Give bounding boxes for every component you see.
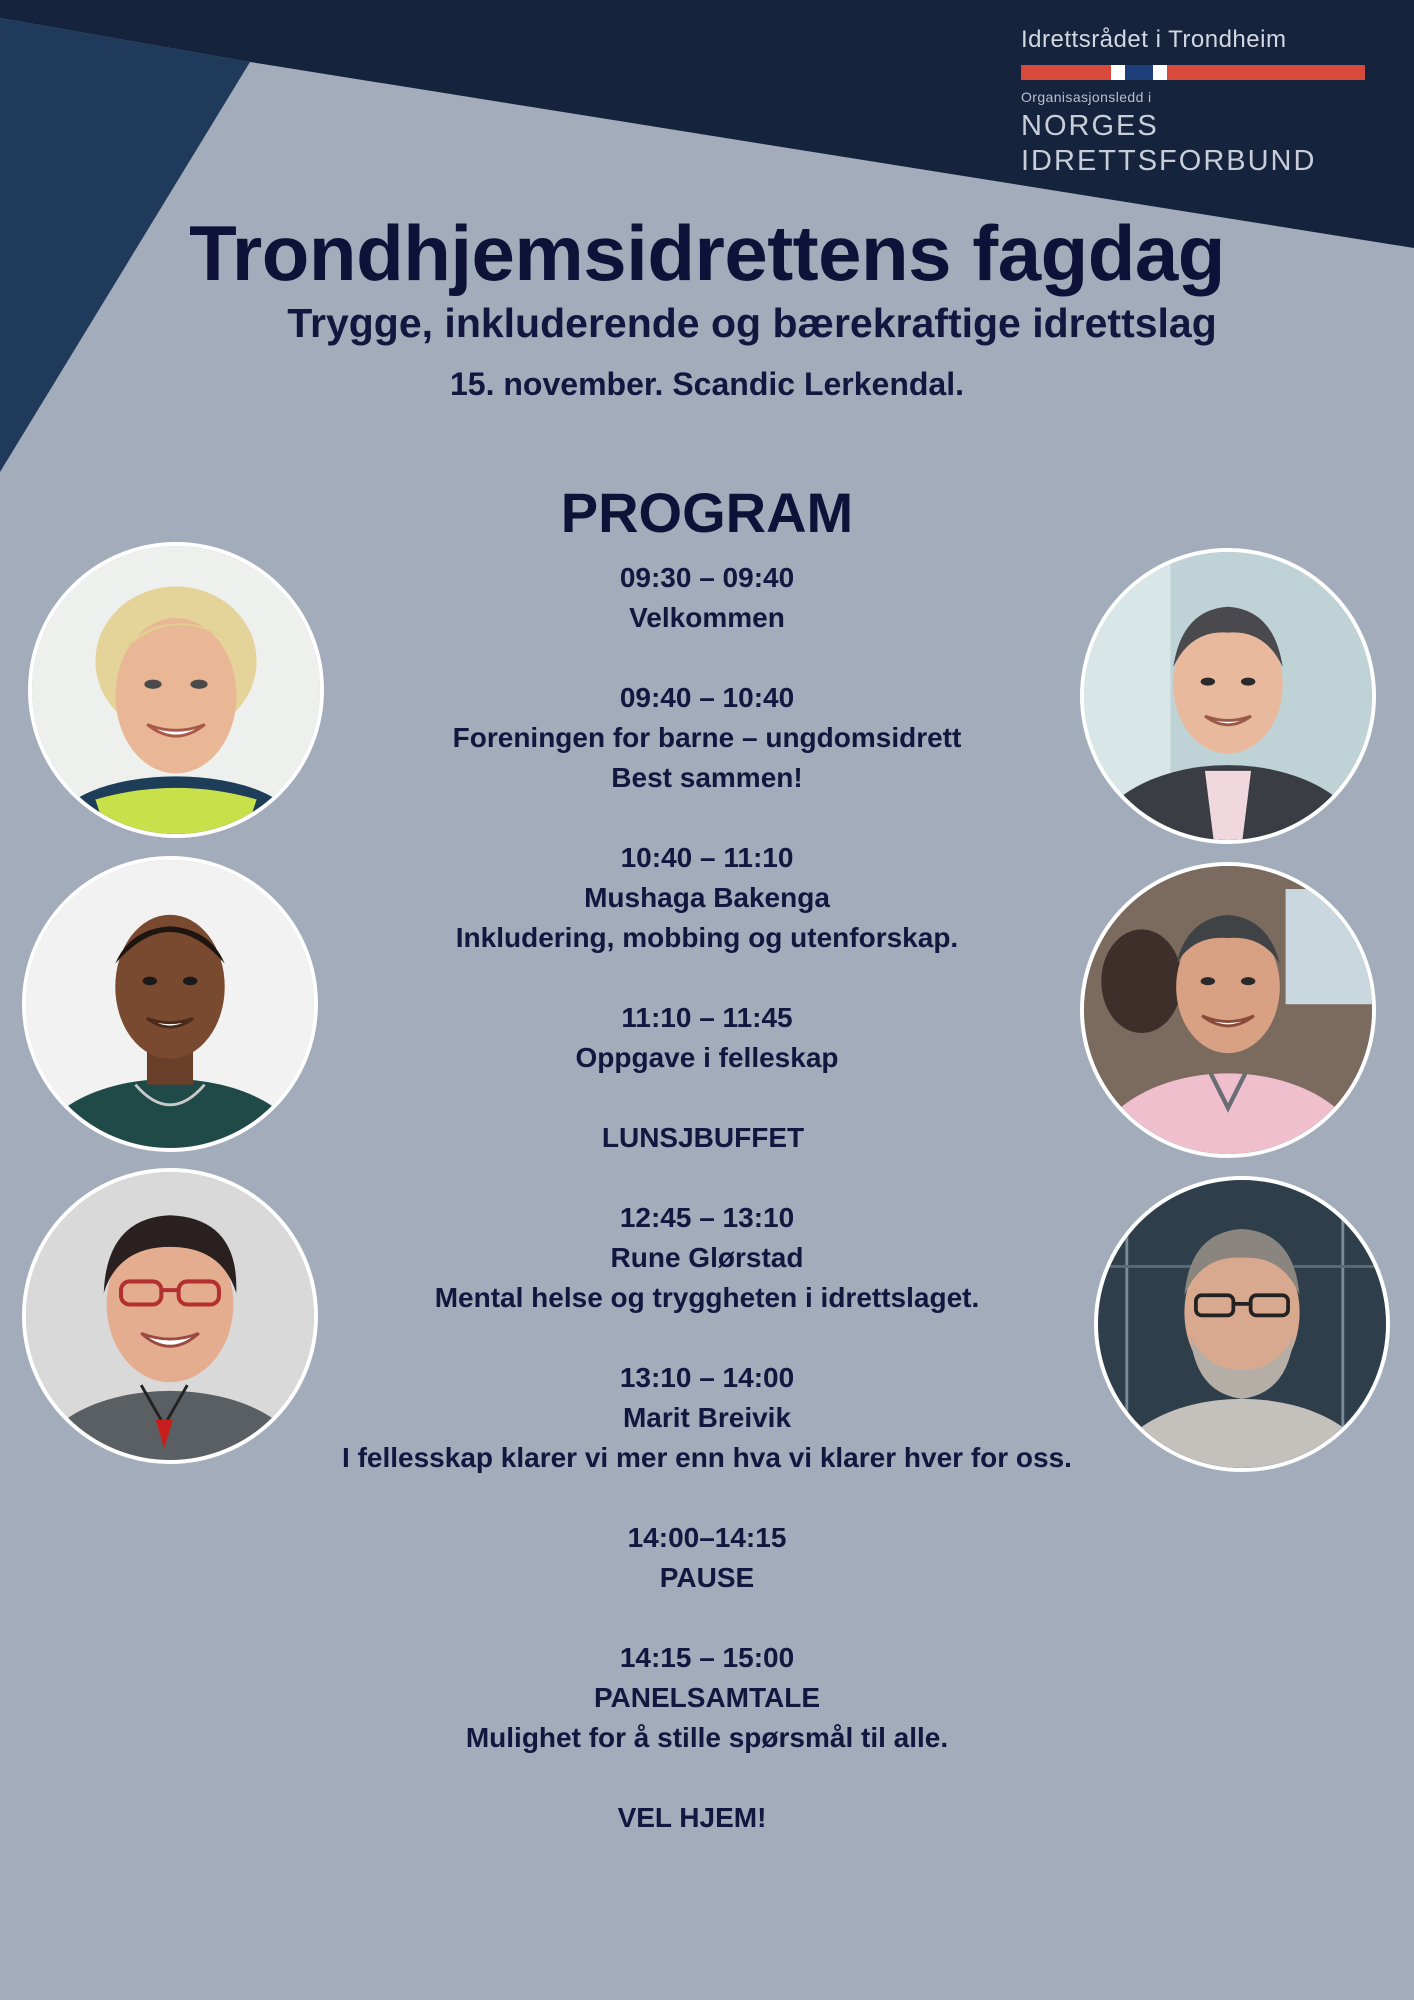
schedule-item bbox=[270, 998, 1144, 1078]
schedule-text: LUNSJBUFFET bbox=[601, 1122, 805, 1153]
schedule-time: 14:15 – 15:00 bbox=[619, 1642, 795, 1673]
organization-logo bbox=[1021, 26, 1365, 179]
schedule-item bbox=[270, 1358, 1144, 1478]
schedule-text: Inkludering, mobbing og utenforskap. bbox=[455, 922, 959, 953]
logo-small-text: Organisasjonsledd i bbox=[1021, 89, 1152, 105]
schedule-text: I fellesskap klarer vi mer enn hva vi klarer hver for oss. bbox=[342, 1442, 1072, 1473]
schedule-item bbox=[270, 678, 1144, 798]
schedule-speaker: Rune Glørstad bbox=[610, 1242, 804, 1273]
schedule-time: 09:40 – 10:40 bbox=[619, 682, 795, 713]
portrait-woman-blonde bbox=[32, 546, 320, 834]
schedule-item bbox=[270, 1118, 1144, 1158]
speaker-photo-right-3 bbox=[1094, 1176, 1390, 1472]
program-heading: PROGRAM bbox=[560, 481, 854, 544]
schedule-text: VEL HJEM! bbox=[617, 1802, 767, 1833]
speaker-photo-left-1 bbox=[28, 542, 324, 838]
schedule-time: 14:00–14:15 bbox=[627, 1522, 787, 1553]
schedule-item bbox=[270, 558, 1144, 638]
speaker-photo-right-1 bbox=[1080, 548, 1376, 844]
schedule-list bbox=[270, 558, 1144, 1878]
schedule-text: Mulighet for å stille spørsmål til alle. bbox=[465, 1722, 949, 1753]
schedule-text: Oppgave i felleskap bbox=[575, 1042, 839, 1073]
page-title: Trondhjemsidrettens fagdag bbox=[189, 209, 1225, 297]
portrait-woman-glasses bbox=[26, 1172, 314, 1460]
page-subtitle: Trygge, inkluderende og bærekraftige idrettslag bbox=[287, 300, 1217, 346]
schedule-text: Mental helse og tryggheten i idrettslaget. bbox=[434, 1282, 980, 1313]
logo-top-text: Idrettsrådet i Trondheim bbox=[1021, 26, 1287, 53]
schedule-text: Velkommen bbox=[629, 602, 785, 633]
schedule-item bbox=[270, 1198, 1144, 1318]
flag-bar bbox=[1021, 65, 1365, 80]
schedule-time: 12:45 – 13:10 bbox=[619, 1202, 795, 1233]
schedule-text: Foreningen for barne – ungdomsidrett bbox=[452, 722, 962, 753]
schedule-time: 11:10 – 11:45 bbox=[621, 1002, 793, 1033]
schedule-item bbox=[270, 1798, 1144, 1838]
portrait-man-pink-polo bbox=[1084, 866, 1372, 1154]
speaker-photo-left-3 bbox=[22, 1168, 318, 1464]
speaker-photo-right-2 bbox=[1080, 862, 1376, 1158]
schedule-item bbox=[270, 838, 1144, 958]
schedule-item bbox=[270, 1638, 1144, 1758]
portrait-man-suit bbox=[1084, 552, 1372, 840]
schedule-time: 09:30 – 09:40 bbox=[619, 562, 795, 593]
schedule-text: Best sammen! bbox=[611, 762, 803, 793]
portrait-man-smiling bbox=[26, 860, 314, 1148]
schedule-text: PAUSE bbox=[659, 1562, 755, 1593]
schedule-time: 10:40 – 11:10 bbox=[620, 842, 794, 873]
date-venue: 15. november. Scandic Lerkendal. bbox=[450, 366, 964, 402]
schedule-speaker: Marit Breivik bbox=[622, 1402, 792, 1433]
schedule-item bbox=[270, 1518, 1144, 1598]
schedule-text: PANELSAMTALE bbox=[593, 1682, 821, 1713]
schedule-speaker: Mushaga Bakenga bbox=[584, 882, 830, 913]
schedule-time: 13:10 – 14:00 bbox=[619, 1362, 795, 1393]
logo-big-text-2: IDRETTSFORBUND bbox=[1021, 145, 1317, 177]
portrait-man-beard-glasses bbox=[1098, 1180, 1386, 1468]
logo-big-text-1: NORGES bbox=[1021, 110, 1159, 142]
speaker-photo-left-2 bbox=[22, 856, 318, 1152]
